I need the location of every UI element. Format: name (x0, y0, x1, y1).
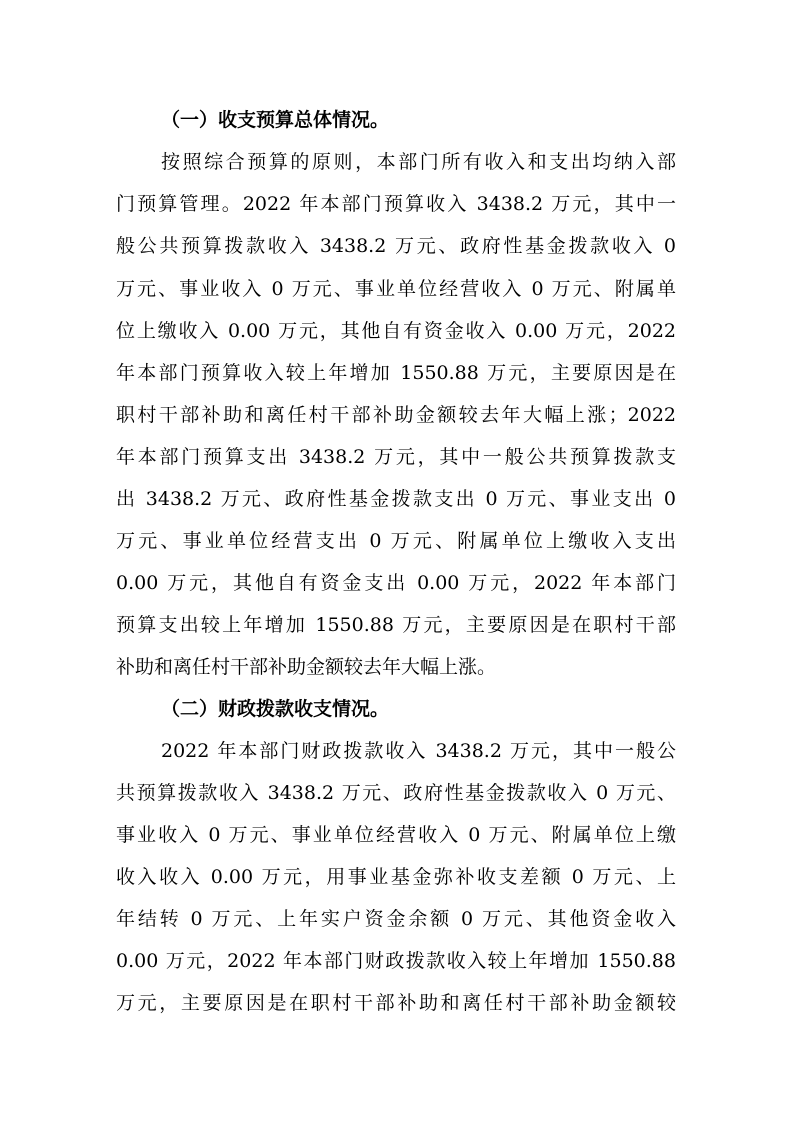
paragraph-line: 按照综合预算的原则，本部门所有收入和支出均纳入部 (161, 151, 676, 173)
paragraph-line: 年本部门预算支出 3438.2 万元，其中一般公共预算拨款支 (116, 446, 676, 468)
paragraph-line: 事业收入 0 万元、事业单位经营收入 0 万元、附属单位上缴 (116, 824, 676, 846)
paragraph-line: 收入收入 0.00 万元，用事业基金弥补收支差额 0 万元、上 (116, 866, 676, 888)
paragraph-line: 2022 年本部门财政拨款收入 3438.2 万元，其中一般公 (161, 740, 676, 762)
paragraph-line: 0.00 万元，其他自有资金支出 0.00 万元，2022 年本部门 (116, 572, 676, 594)
section-heading-1: （一）收支预算总体情况。 (161, 109, 390, 131)
paragraph-line: 门预算管理。2022 年本部门预算收入 3438.2 万元，其中一 (116, 193, 676, 215)
paragraph-line: 般公共预算拨款收入 3438.2 万元、政府性基金拨款收入 0 (116, 235, 676, 257)
paragraph-line: 共预算拨款收入 3438.2 万元、政府性基金拨款收入 0 万元、 (116, 782, 676, 804)
paragraph-line: 年本部门预算收入较上年增加 1550.88 万元，主要原因是在 (116, 362, 676, 384)
paragraph-line: 补助和离任村干部补助金额较去年大幅上涨。 (116, 656, 497, 678)
paragraph-line: 职村干部补助和离任村干部补助金额较去年大幅上涨；2022 (116, 404, 676, 426)
paragraph-line: 0.00 万元，2022 年本部门财政拨款收入较上年增加 1550.88 (116, 950, 676, 972)
paragraph-line: 预算支出较上年增加 1550.88 万元，主要原因是在职村干部 (116, 614, 676, 636)
paragraph-line: 年结转 0 万元、上年实户资金余额 0 万元、其他资金收入 (116, 908, 676, 930)
paragraph-line: 出 3438.2 万元、政府性基金拨款支出 0 万元、事业支出 0 (116, 488, 676, 510)
paragraph-line: 万元、事业单位经营支出 0 万元、附属单位上缴收入支出 (116, 530, 676, 552)
paragraph-line: 万元，主要原因是在职村干部补助和离任村干部补助金额较 (116, 992, 676, 1014)
paragraph-line: 位上缴收入 0.00 万元，其他自有资金收入 0.00 万元，2022 (116, 320, 676, 342)
section-heading-2: （二）财政拨款收支情况。 (161, 698, 390, 720)
paragraph-line: 万元、事业收入 0 万元、事业单位经营收入 0 万元、附属单 (116, 278, 676, 300)
